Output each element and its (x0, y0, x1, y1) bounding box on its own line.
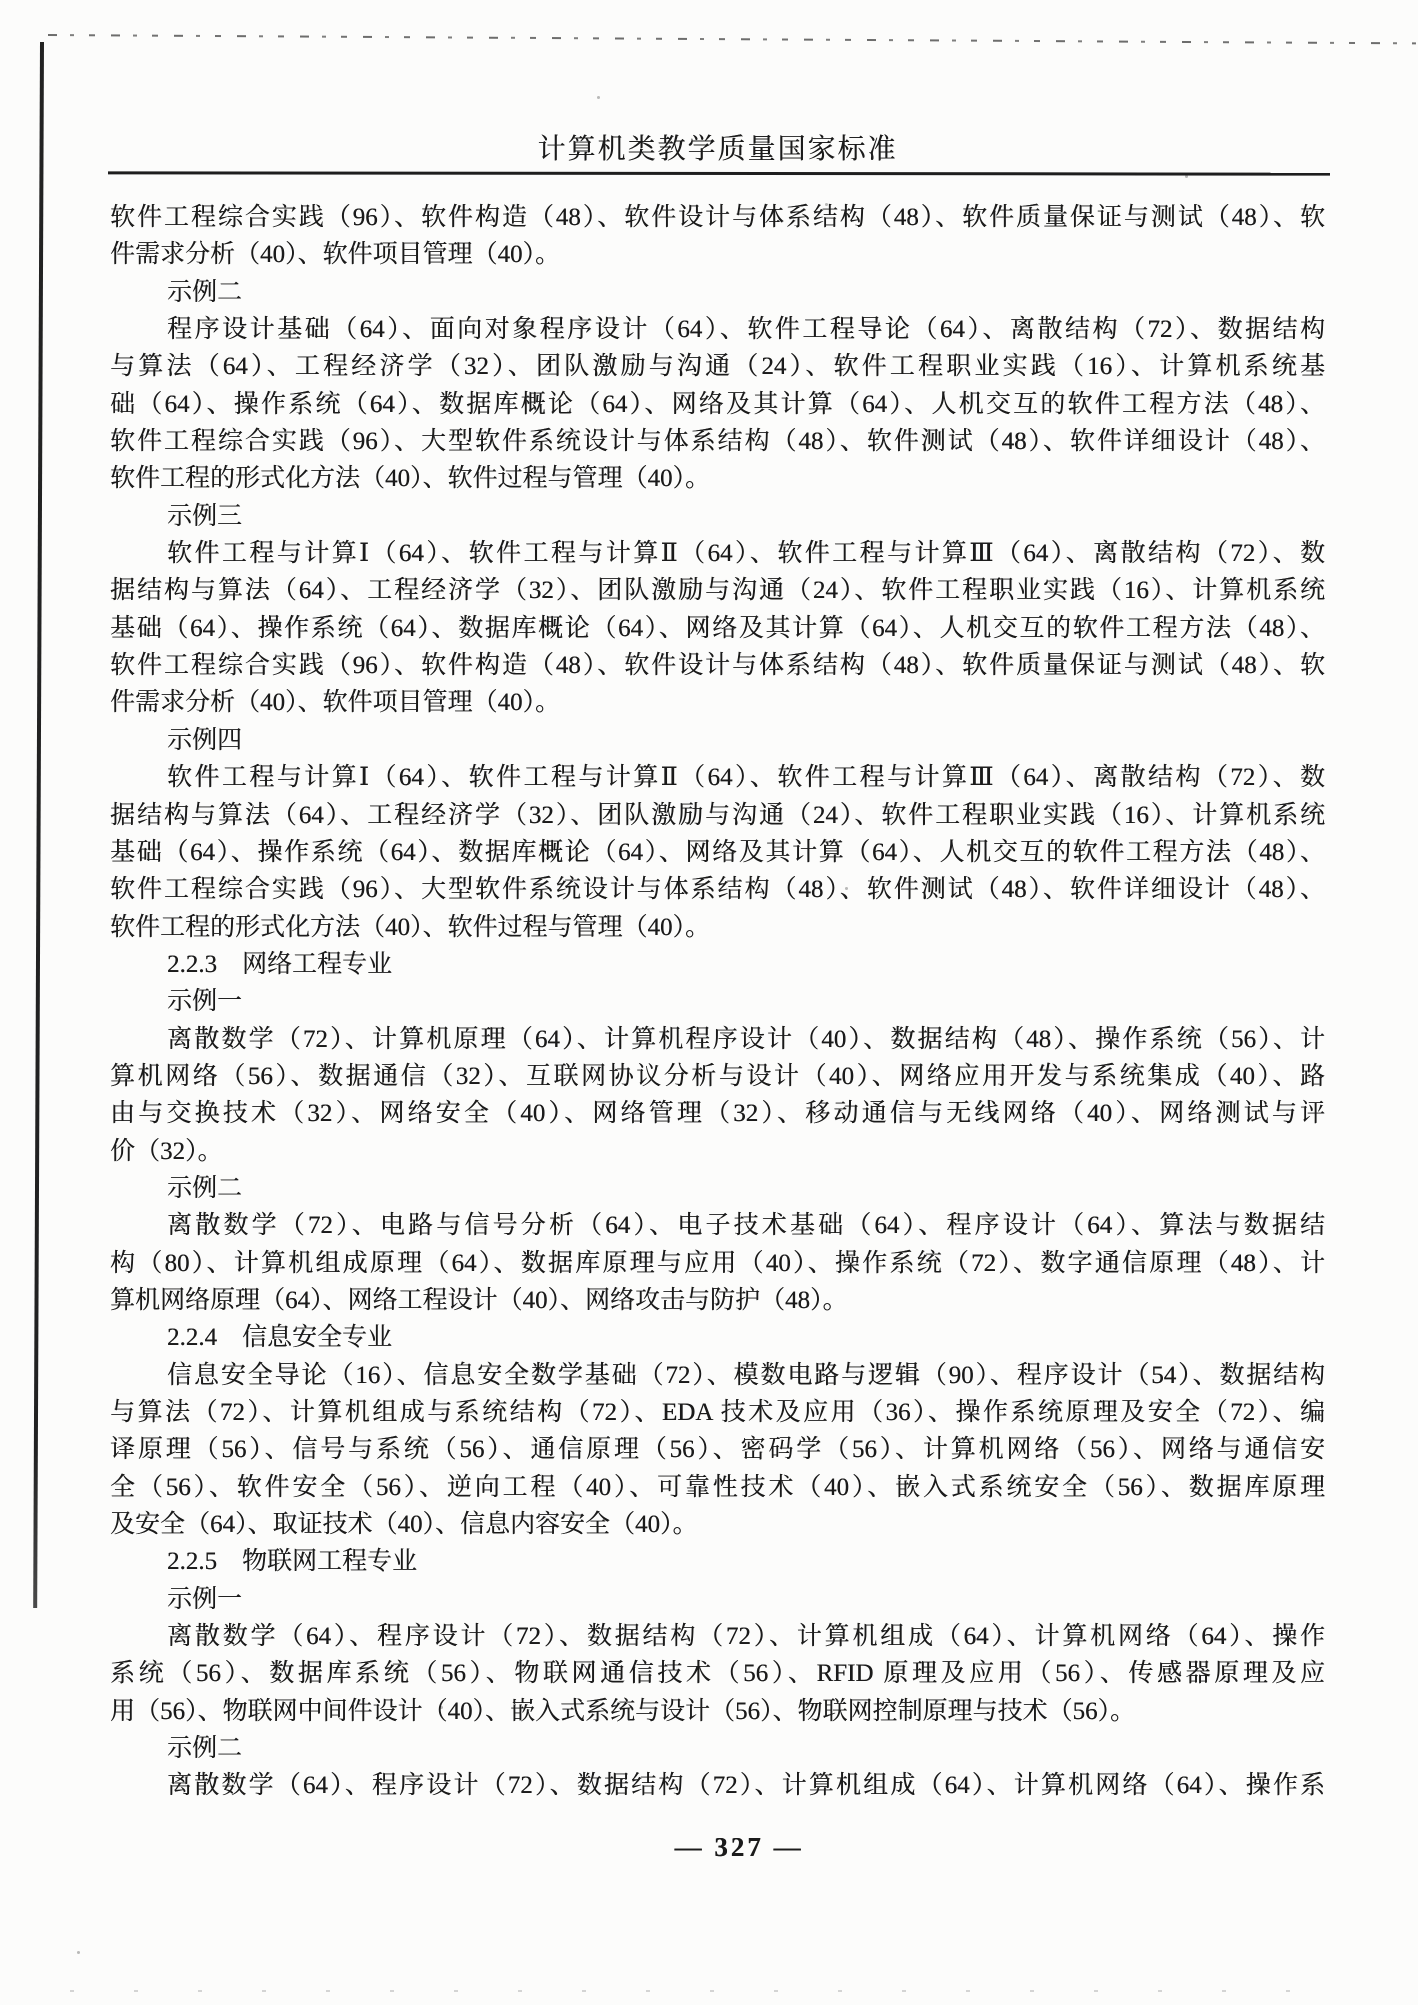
text-line: 软件工程综合实践（96）、软件构造（48）、软件设计与体系结构（48）、软件质量保证与测试（48）、软 (110, 204, 1325, 231)
text-line: 基础（64）、操作系统（64）、数据库概论（64）、网络及其计算（64）、人机交互的软件工程方法（48）、 (110, 614, 1325, 642)
header-rule (108, 171, 1330, 175)
text-line: 离散数学（72）、计算机原理（64）、计算机程序设计（40）、数据结构（48）、操作系统（56）、计 (167, 1025, 1325, 1053)
speckle (597, 96, 600, 99)
text-line: 软件工程综合实践（96）、大型软件系统设计与体系结构（48）、软件测试（48）、软件详细设计（48）、 (110, 876, 1325, 904)
text-line: 据结构与算法（64）、工程经济学（32）、团队激励与沟通（24）、软件工程职业实践（16）、计算机系统 (110, 577, 1325, 605)
text-line: 2.2.5 物联网工程专业 (167, 1548, 418, 1576)
text-line: 算机网络原理（64）、网络工程设计（40）、网络攻击与防护（48）。 (110, 1286, 848, 1314)
text-line: 离散数学（72）、电路与信号分析（64）、电子技术基础（64）、程序设计（64）、算法与数据结 (167, 1212, 1325, 1240)
text-line: 示例二 (167, 278, 243, 306)
text-line: 全（56）、软件安全（56）、逆向工程（40）、可靠性技术（40）、嵌入式系统安全（56）、数据库原理 (110, 1473, 1325, 1501)
text-line: 与算法（64）、工程经济学（32）、团队激励与沟通（24）、软件工程职业实践（16）、计算机系统基 (110, 353, 1325, 381)
text-line: 示例三 (167, 502, 243, 530)
text-line: 示例一 (167, 988, 243, 1016)
text-line: 软件工程综合实践（96）、大型软件系统设计与体系结构（48）、软件测试（48）、软件详细设计（48）、 (110, 428, 1325, 456)
text-line: 据结构与算法（64）、工程经济学（32）、团队激励与沟通（24）、软件工程职业实践（16）、计算机系统 (110, 801, 1325, 829)
text-line: 程序设计基础（64）、面向对象程序设计（64）、软件工程导论（64）、离散结构（72）、数据结构 (167, 316, 1325, 344)
text-line: 2.2.4 信息安全专业 (167, 1324, 393, 1352)
page-number: — 327 — (674, 1832, 804, 1862)
text-line: 软件工程综合实践（96）、软件构造（48）、软件设计与体系结构（48）、软件质量保证与测试（48）、软 (110, 652, 1325, 680)
text-line: 译原理（56）、信号与系统（56）、通信原理（56）、密码学（56）、计算机网络（56）、网络与通信安 (110, 1436, 1325, 1464)
text-line: 算机网络（56）、数据通信（32）、互联网协议分析与设计（40）、网络应用开发与系统集成（40）、路 (110, 1062, 1325, 1090)
scan-noise-top (48, 34, 1416, 44)
text-line: 由与交换技术（32）、网络安全（40）、网络管理（32）、移动通信与无线网络（40）、网络测试与评 (110, 1100, 1325, 1128)
text-line: 构（80）、计算机组成原理（64）、数据库原理与应用（40）、操作系统（72）、数字通信原理（48）、计 (110, 1249, 1325, 1277)
text-line: 件需求分析（40）、软件项目管理（40）。 (110, 689, 561, 717)
text-line: 软件工程的形式化方法（40）、软件过程与管理（40）。 (110, 913, 711, 941)
text-line: 软件工程与计算Ⅰ（64）、软件工程与计算Ⅱ（64）、软件工程与计算Ⅲ（64）、离散结构（72）、数 (167, 764, 1325, 792)
text-line: 信息安全导论（16）、信息安全数学基础（72）、模数电路与逻辑（90）、程序设计（54）、数据结构 (167, 1361, 1325, 1389)
text-line: 基础（64）、操作系统（64）、数据库概论（64）、网络及其计算（64）、人机交互的软件工程方法（48）、 (110, 838, 1325, 866)
text-line: 离散数学（64）、程序设计（72）、数据结构（72）、计算机组成（64）、计算机网络（64）、操作 (167, 1623, 1325, 1651)
text-line: 系统（56）、数据库系统（56）、物联网通信技术（56）、RFID 原理及应用（56）、传感器原理及应 (110, 1660, 1325, 1688)
text-line: 础（64）、操作系统（64）、数据库概论（64）、网络及其计算（64）、人机交互的软件工程方法（48）、 (110, 390, 1325, 418)
text-line: 软件工程的形式化方法（40）、软件过程与管理（40）。 (110, 465, 711, 493)
text-line: 示例四 (167, 726, 243, 754)
text-line: 软件工程与计算Ⅰ（64）、软件工程与计算Ⅱ（64）、软件工程与计算Ⅲ（64）、离散结构（72）、数 (167, 540, 1325, 568)
document-body (110, 199, 1325, 1805)
text-line: 与算法（72）、计算机组成与系统结构（72）、EDA 技术及应用（36）、操作系统原理及安全（72）、编 (110, 1399, 1325, 1426)
text-line: 2.2.3 网络工程专业 (167, 950, 393, 978)
scan-edge-line (33, 42, 44, 1608)
text-line: 件需求分析（40）、软件项目管理（40）。 (110, 241, 561, 269)
page-header-title: 计算机类教学质量国家标准 (537, 134, 898, 165)
text-line: 及安全（64）、取证技术（40）、信息内容安全（40）。 (110, 1511, 698, 1539)
text-line: 用（56）、物联网中间件设计（40）、嵌入式系统与设计（56）、物联网控制原理与技术（56）。 (110, 1697, 1136, 1725)
text-line: 价（32）。 (110, 1137, 223, 1165)
text-line: 示例二 (167, 1174, 243, 1202)
scan-noise-bottom (70, 1990, 1350, 1992)
text-line: 离散数学（64）、程序设计（72）、数据结构（72）、计算机组成（64）、计算机网络（64）、操作系 (167, 1772, 1325, 1800)
text-line: 示例二 (167, 1735, 243, 1763)
text-line: 示例一 (167, 1585, 243, 1613)
speckle (77, 1951, 80, 1954)
